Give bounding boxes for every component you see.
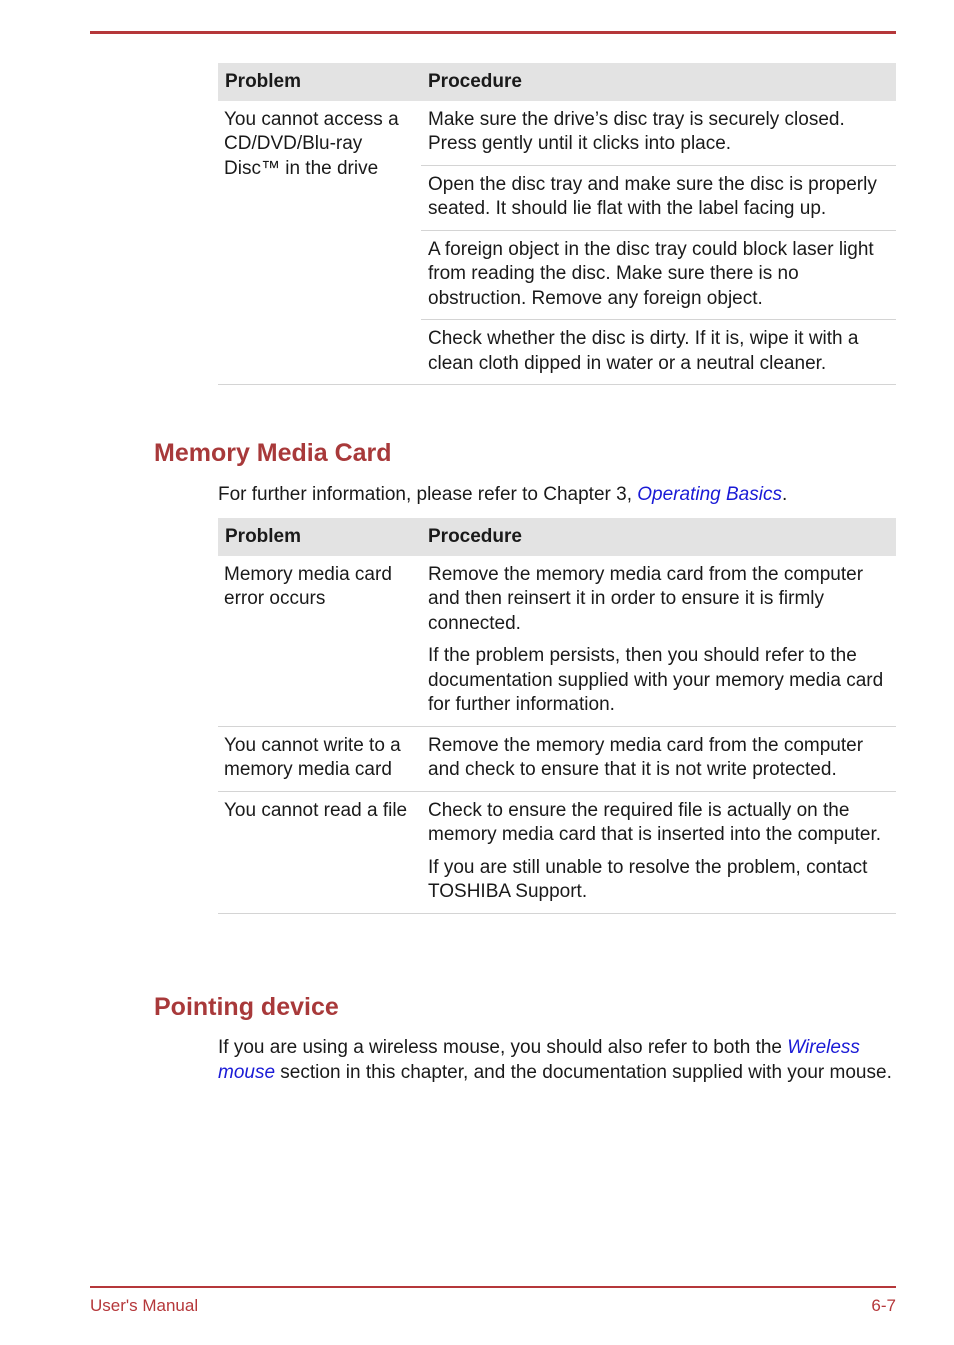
procedure-paragraph: Remove the memory media card from the computer and then reinsert it in order to ensure it is firmly connected. <box>428 563 864 634</box>
procedure-cell <box>421 556 896 727</box>
table-header-row <box>218 63 896 101</box>
procedure-block <box>421 556 896 726</box>
problem-column-header: Problem <box>218 518 421 556</box>
procedure-column-header: Procedure <box>421 63 896 101</box>
memory-intro-before: For further information, please refer to Chapter 3, <box>218 484 638 505</box>
problem-cell: You cannot read a file <box>224 799 408 821</box>
pointing-device-heading: Pointing device <box>154 993 339 1021</box>
procedure-step: Check whether the disc is dirty. If it is, wipe it with a clean cloth dipped in water or a neutral cleaner. <box>421 319 896 384</box>
procedure-cell <box>421 726 896 791</box>
procedure-step: Make sure the drive’s disc tray is securely closed. Press gently until it clicks into place. <box>428 108 845 154</box>
pointing-text-before: If you are using a wireless mouse, you should also refer to both the <box>218 1037 788 1058</box>
memory-intro-after: . <box>781 484 788 505</box>
table-header-row <box>218 518 896 556</box>
footer-rule <box>90 1286 896 1288</box>
footer-page-number: 6-7 <box>871 1296 896 1315</box>
procedure-paragraph: Remove the memory media card from the computer and check to ensure that it is not write protected. <box>428 734 864 780</box>
procedure-cell <box>421 101 896 385</box>
problem-cell: You cannot access a CD/DVD/Blu-ray Disc™ in the drive <box>224 108 399 179</box>
pointing-device-text <box>218 1036 896 1085</box>
problem-column-header: Problem <box>218 63 421 101</box>
footer-manual-title: User's Manual <box>90 1296 199 1315</box>
procedure-cell <box>421 791 896 913</box>
problem-cell: You cannot write to a memory media card <box>224 734 401 780</box>
procedure-paragraph: Check to ensure the required file is actually on the memory media card that is inserted into the computer. <box>428 799 882 845</box>
problem-cell: Memory media card error occurs <box>224 563 392 609</box>
table-row <box>218 556 896 727</box>
procedure-block <box>421 727 896 791</box>
procedure-paragraph: If you are still unable to resolve the problem, contact TOSHIBA Support. <box>428 856 868 902</box>
pointing-text-after: section in this chapter, and the documentation supplied with your mouse. <box>275 1061 892 1083</box>
memory-intro-text <box>218 483 896 508</box>
procedure-step: A foreign object in the disc tray could block laser light from reading the disc. Make sure there is no obstruction. Remove any foreign object. <box>421 230 896 320</box>
procedure-step: Open the disc tray and make sure the disc is properly seated. It should lie flat with the label facing up. <box>421 165 896 230</box>
operating-basics-link[interactable]: Operating Basics <box>637 484 782 505</box>
memory-media-card-heading: Memory Media Card <box>154 439 392 467</box>
table-row <box>218 791 896 913</box>
procedure-paragraph: If the problem persists, then you should refer to the documentation supplied with your memory media card for further information. <box>428 645 884 715</box>
header-rule <box>90 31 896 34</box>
procedure-column-header: Procedure <box>421 518 896 556</box>
table-row <box>218 101 896 385</box>
table-row <box>218 726 896 791</box>
wireless-mouse-link[interactable]: Wireless mouse <box>218 1037 860 1083</box>
optical-drive-table <box>218 63 896 385</box>
memory-card-table <box>218 518 896 914</box>
procedure-block <box>421 792 896 913</box>
